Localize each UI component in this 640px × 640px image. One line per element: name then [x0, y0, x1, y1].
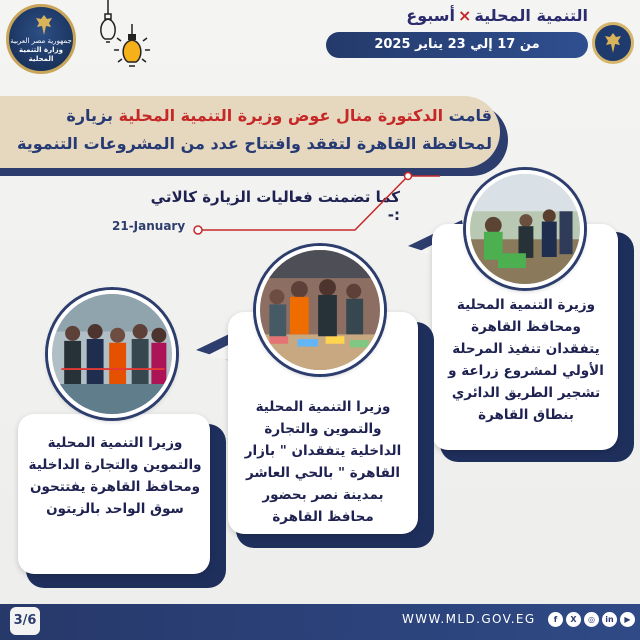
logo-line1: جمهورية مصر العربية [10, 37, 72, 45]
lightbulb-on-icon [110, 24, 154, 74]
intro-line1 [8, 102, 492, 130]
date-range-pill: من 17 إلي 23 يناير 2025 [326, 32, 588, 58]
date-tag: 21-January [112, 219, 186, 233]
series-title [288, 6, 588, 25]
page-number: 3/6 [10, 607, 40, 635]
photo-greening-icon [470, 174, 580, 284]
activity-photo-3 [48, 290, 176, 418]
minister-name: الدكتورة منال عوض وزيرة التنمية المحلية [118, 106, 444, 125]
series-title-part2: أسبوع [406, 6, 455, 25]
eagle-emblem-icon [34, 14, 54, 36]
instagram-icon[interactable]: ◎ [584, 612, 599, 627]
ministry-logo [6, 4, 76, 74]
eagle-seal-icon [603, 32, 623, 54]
facebook-icon[interactable]: f [548, 612, 563, 627]
activity-card-1-text: وزيرة التنمية المحلية ومحافظ القاهرة يتفقدان تنفيذ المرحلة الأولي لمشروع زراعة و تشجير الطريق الدائري بنطاق القاهرة [448, 297, 604, 423]
youtube-icon[interactable]: ▶ [620, 612, 635, 627]
activity-photo-1 [466, 170, 584, 288]
activity-card-2-text: وزيرا التنمية المحلية والتموين والتجارة الداخلية يتفقدان " بازار القاهرة " بالحي العاشر بمدينة نصر بحضور محافظ القاهرة [244, 399, 402, 525]
series-title-part1: التنمية المحلية [474, 6, 588, 25]
website-url[interactable]: WWW.MLD.GOV.EG [402, 612, 536, 626]
logo-line2: وزارة التنمية المحلية [19, 46, 63, 63]
intro-line1-pre: قامت [443, 106, 492, 125]
intro-text [8, 102, 492, 158]
linkedin-icon[interactable]: in [602, 612, 617, 627]
intro-line2: لمحافظة القاهرة لتفقد وافتتاح عدد من المشروعات التنموية [17, 134, 492, 153]
activity-photo-2 [256, 246, 384, 374]
footer-bar [0, 604, 640, 640]
photo-bazaar-icon [260, 250, 380, 370]
activities-subtitle: كما تضمنت فعاليات الزيارة كالاتي :- [150, 188, 400, 224]
photo-market-opening-icon [52, 294, 172, 414]
series-title-separator: × [457, 6, 472, 25]
ministry-seal-logo [592, 22, 634, 64]
intro-line1-post: بزيارة [66, 106, 119, 125]
x-twitter-icon[interactable]: X [566, 612, 581, 627]
activity-card-3-text: وزيرا التنمية المحلية والتموين والتجارة الداخلية ومحافظ القاهرة يفتتحون سوق الواحد بالزيتون [28, 435, 202, 517]
